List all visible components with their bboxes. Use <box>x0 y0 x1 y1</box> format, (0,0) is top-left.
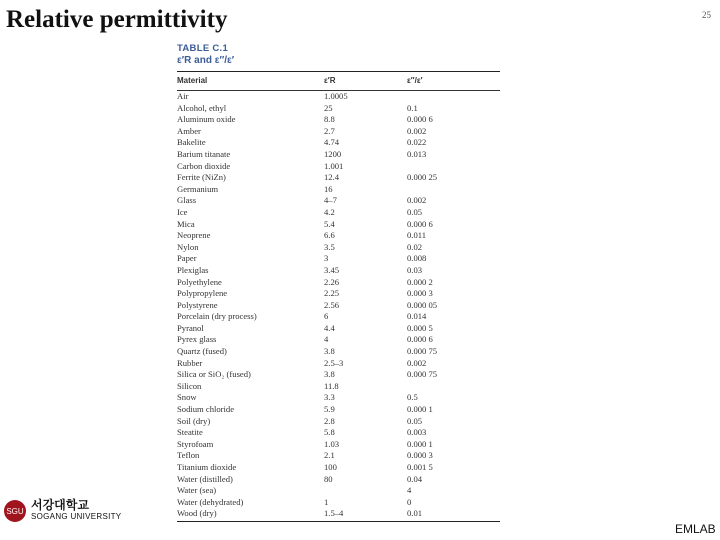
cell-permittivity: 4.2 <box>324 206 335 217</box>
cell-material: Carbon dioxide <box>177 160 231 171</box>
cell-permittivity: 100 <box>324 462 337 472</box>
table-row <box>177 439 500 451</box>
cell-loss-ratio: 0.000 6 <box>407 114 433 125</box>
cell-permittivity: 6 <box>324 311 329 322</box>
cell-permittivity: 4.4 <box>324 322 335 333</box>
university-seal-icon: SGU <box>4 500 26 522</box>
table-row <box>177 404 500 416</box>
cell-permittivity: 8.8 <box>324 114 335 125</box>
cell-permittivity: 2.1 <box>324 450 335 461</box>
table-caption: TABLE C.1 <box>177 43 229 54</box>
table-row <box>177 508 500 520</box>
table-row <box>177 358 500 370</box>
cell-material: Polyethylene <box>177 276 222 287</box>
cell-loss-ratio: 0.000 5 <box>407 322 433 333</box>
cell-permittivity: 80 <box>324 473 333 484</box>
table-row <box>177 450 500 462</box>
cell-permittivity: 2.26 <box>324 276 340 287</box>
table-row <box>177 485 500 497</box>
cell-material: Alcohol, ethyl <box>177 102 227 113</box>
table-row <box>177 172 500 184</box>
cell-material: Porcelain (dry process) <box>177 311 257 322</box>
table-row <box>177 149 500 161</box>
cell-material: Teflon <box>177 450 200 461</box>
cell-permittivity: 2.5–3 <box>324 357 344 368</box>
cell-permittivity: 2.8 <box>324 415 335 426</box>
cell-loss-ratio: 0.001 5 <box>407 462 433 472</box>
cell-material: Water (dehydrated) <box>177 496 244 507</box>
cell-permittivity: 1.03 <box>324 438 340 449</box>
table-row <box>177 91 500 103</box>
table-row <box>177 253 500 265</box>
cell-permittivity: 3.5 <box>324 241 335 252</box>
cell-permittivity: 5.8 <box>324 427 335 438</box>
slide-title: Relative permittivity <box>6 6 228 33</box>
cell-material: Wood (dry) <box>177 508 217 519</box>
table-row <box>177 230 500 242</box>
cell-material: Titanium dioxide <box>177 462 237 472</box>
table-row <box>177 381 500 393</box>
cell-permittivity: 1.5–4 <box>324 508 344 519</box>
cell-permittivity: 1 <box>324 496 329 507</box>
cell-loss-ratio: 0.022 <box>407 137 427 148</box>
cell-loss-ratio: 0.002 <box>407 125 427 136</box>
cell-loss-ratio: 0.000 1 <box>407 438 433 449</box>
cell-loss-ratio: 0.000 75 <box>407 369 438 380</box>
cell-loss-ratio: 0.02 <box>407 241 423 252</box>
cell-loss-ratio: 0.04 <box>407 473 423 484</box>
cell-material: Polypropylene <box>177 288 228 299</box>
cell-loss-ratio: 0.000 75 <box>407 346 438 357</box>
cell-loss-ratio: 4 <box>407 485 412 496</box>
table-row <box>177 114 500 126</box>
cell-loss-ratio: 0.01 <box>407 508 423 519</box>
cell-material: Glass <box>177 195 197 206</box>
table-row <box>177 184 500 196</box>
cell-material: Soil (dry) <box>177 415 211 426</box>
cell-permittivity: 25 <box>324 102 333 113</box>
permittivity-table <box>177 44 500 522</box>
page-number: 25 <box>702 10 711 20</box>
cell-material: Styrofoam <box>177 438 214 449</box>
cell-permittivity: 2.56 <box>324 299 340 310</box>
cell-loss-ratio: 0.1 <box>407 102 418 113</box>
cell-loss-ratio: 0.03 <box>407 264 423 275</box>
cell-material: Plexiglas <box>177 264 209 275</box>
header-loss-ratio: ε″/ε′ <box>407 76 423 85</box>
table-row <box>177 334 500 346</box>
logo-korean-name: 서강대학교 <box>31 498 89 512</box>
cell-loss-ratio <box>407 184 500 196</box>
header-permittivity: ε′R <box>324 76 336 85</box>
table-row <box>177 300 500 312</box>
cell-material: Polystyrene <box>177 299 218 310</box>
table-row <box>177 288 500 300</box>
cell-permittivity: 3.3 <box>324 392 335 403</box>
table-row <box>177 474 500 486</box>
table-row <box>177 195 500 207</box>
cell-permittivity: 2.7 <box>324 125 335 136</box>
footer-lab-name: EMLAB <box>675 522 716 536</box>
table-row <box>177 126 500 138</box>
cell-loss-ratio: 0.003 <box>407 427 427 438</box>
cell-loss-ratio: 0 <box>407 496 412 507</box>
cell-loss-ratio: 0.014 <box>407 311 427 322</box>
cell-loss-ratio <box>407 91 500 103</box>
table-row <box>177 242 500 254</box>
table-row <box>177 392 500 404</box>
cell-loss-ratio: 0.000 25 <box>407 172 438 183</box>
cell-permittivity: 4 <box>324 334 329 345</box>
cell-material: Germanium <box>177 183 219 194</box>
table-row <box>177 277 500 289</box>
cell-material: Pyrex glass <box>177 334 217 345</box>
table-row <box>177 323 500 335</box>
cell-loss-ratio: 0.05 <box>407 415 423 426</box>
table-row <box>177 219 500 231</box>
table-row <box>177 369 500 381</box>
cell-loss-ratio: 0.008 <box>407 253 427 264</box>
cell-permittivity: 3.8 <box>324 369 335 380</box>
cell-material: Snow <box>177 392 197 403</box>
table-bottom-rule <box>177 521 500 522</box>
cell-loss-ratio: 0.000 6 <box>407 334 433 345</box>
cell-material: Steatite <box>177 427 203 438</box>
cell-permittivity: 4.74 <box>324 137 340 148</box>
cell-material: Ice <box>177 206 188 217</box>
table-row <box>177 265 500 277</box>
table-subtitle: ε′R and ε″/ε′ <box>177 55 235 66</box>
cell-material: Amber <box>177 125 201 136</box>
cell-loss-ratio <box>407 381 500 393</box>
cell-material: Paper <box>177 253 197 264</box>
cell-material: Ferrite (NiZn) <box>177 172 226 183</box>
table-row <box>177 346 500 358</box>
table-body <box>177 91 500 520</box>
table-row <box>177 416 500 428</box>
cell-loss-ratio: 0.013 <box>407 148 427 159</box>
cell-material: Silica or SiO₂ (fused) <box>177 369 251 380</box>
cell-material: Bakelite <box>177 137 206 148</box>
table-row <box>177 311 500 323</box>
cell-material: Silicon <box>177 380 202 391</box>
logo-english-name: SOGANG UNIVERSITY <box>31 512 122 521</box>
cell-loss-ratio: 0.011 <box>407 230 427 241</box>
cell-loss-ratio: 0.000 05 <box>407 299 438 310</box>
cell-loss-ratio: 0.000 2 <box>407 276 433 287</box>
cell-permittivity: 1.0005 <box>324 91 348 101</box>
cell-material: Barium titanate <box>177 148 231 159</box>
cell-permittivity: 6.6 <box>324 230 335 241</box>
cell-permittivity: 5.4 <box>324 218 335 229</box>
cell-loss-ratio: 0.000 1 <box>407 404 433 415</box>
cell-permittivity <box>324 485 407 497</box>
cell-permittivity: 1.001 <box>324 160 344 171</box>
cell-material: Mica <box>177 218 195 229</box>
cell-material: Sodium chloride <box>177 404 235 415</box>
cell-material: Rubber <box>177 357 203 368</box>
header-material: Material <box>177 76 208 85</box>
cell-loss-ratio <box>407 161 500 173</box>
cell-permittivity: 1200 <box>324 148 342 159</box>
cell-material: Quartz (fused) <box>177 346 227 357</box>
cell-permittivity: 2.25 <box>324 288 340 299</box>
cell-material: Water (sea) <box>177 485 217 496</box>
table-row <box>177 161 500 173</box>
cell-permittivity: 3 <box>324 253 329 264</box>
cell-loss-ratio: 0.05 <box>407 206 423 217</box>
table-row <box>177 137 500 149</box>
cell-loss-ratio: 0.002 <box>407 357 427 368</box>
cell-permittivity: 12.4 <box>324 172 340 183</box>
table-row <box>177 497 500 509</box>
table-header-row <box>177 72 500 90</box>
table-row <box>177 103 500 115</box>
cell-permittivity: 16 <box>324 183 333 194</box>
cell-permittivity: 3.45 <box>324 264 340 275</box>
cell-permittivity: 5.9 <box>324 404 335 415</box>
cell-material: Air <box>177 91 189 101</box>
cell-loss-ratio: 0.000 3 <box>407 288 433 299</box>
table-row <box>177 207 500 219</box>
cell-material: Nylon <box>177 241 199 252</box>
cell-permittivity: 11.8 <box>324 380 339 391</box>
cell-loss-ratio: 0.000 3 <box>407 450 433 461</box>
cell-permittivity: 4–7 <box>324 195 337 206</box>
cell-material: Neoprene <box>177 230 211 241</box>
cell-material: Aluminum oxide <box>177 114 236 125</box>
cell-loss-ratio: 0.5 <box>407 392 418 403</box>
cell-material: Water (distilled) <box>177 473 233 484</box>
cell-permittivity: 3.8 <box>324 346 335 357</box>
table-row <box>177 462 500 474</box>
cell-loss-ratio: 0.000 6 <box>407 218 433 229</box>
cell-loss-ratio: 0.002 <box>407 195 427 206</box>
table-row <box>177 427 500 439</box>
cell-material: Pyranol <box>177 322 204 333</box>
university-logo <box>4 500 121 522</box>
